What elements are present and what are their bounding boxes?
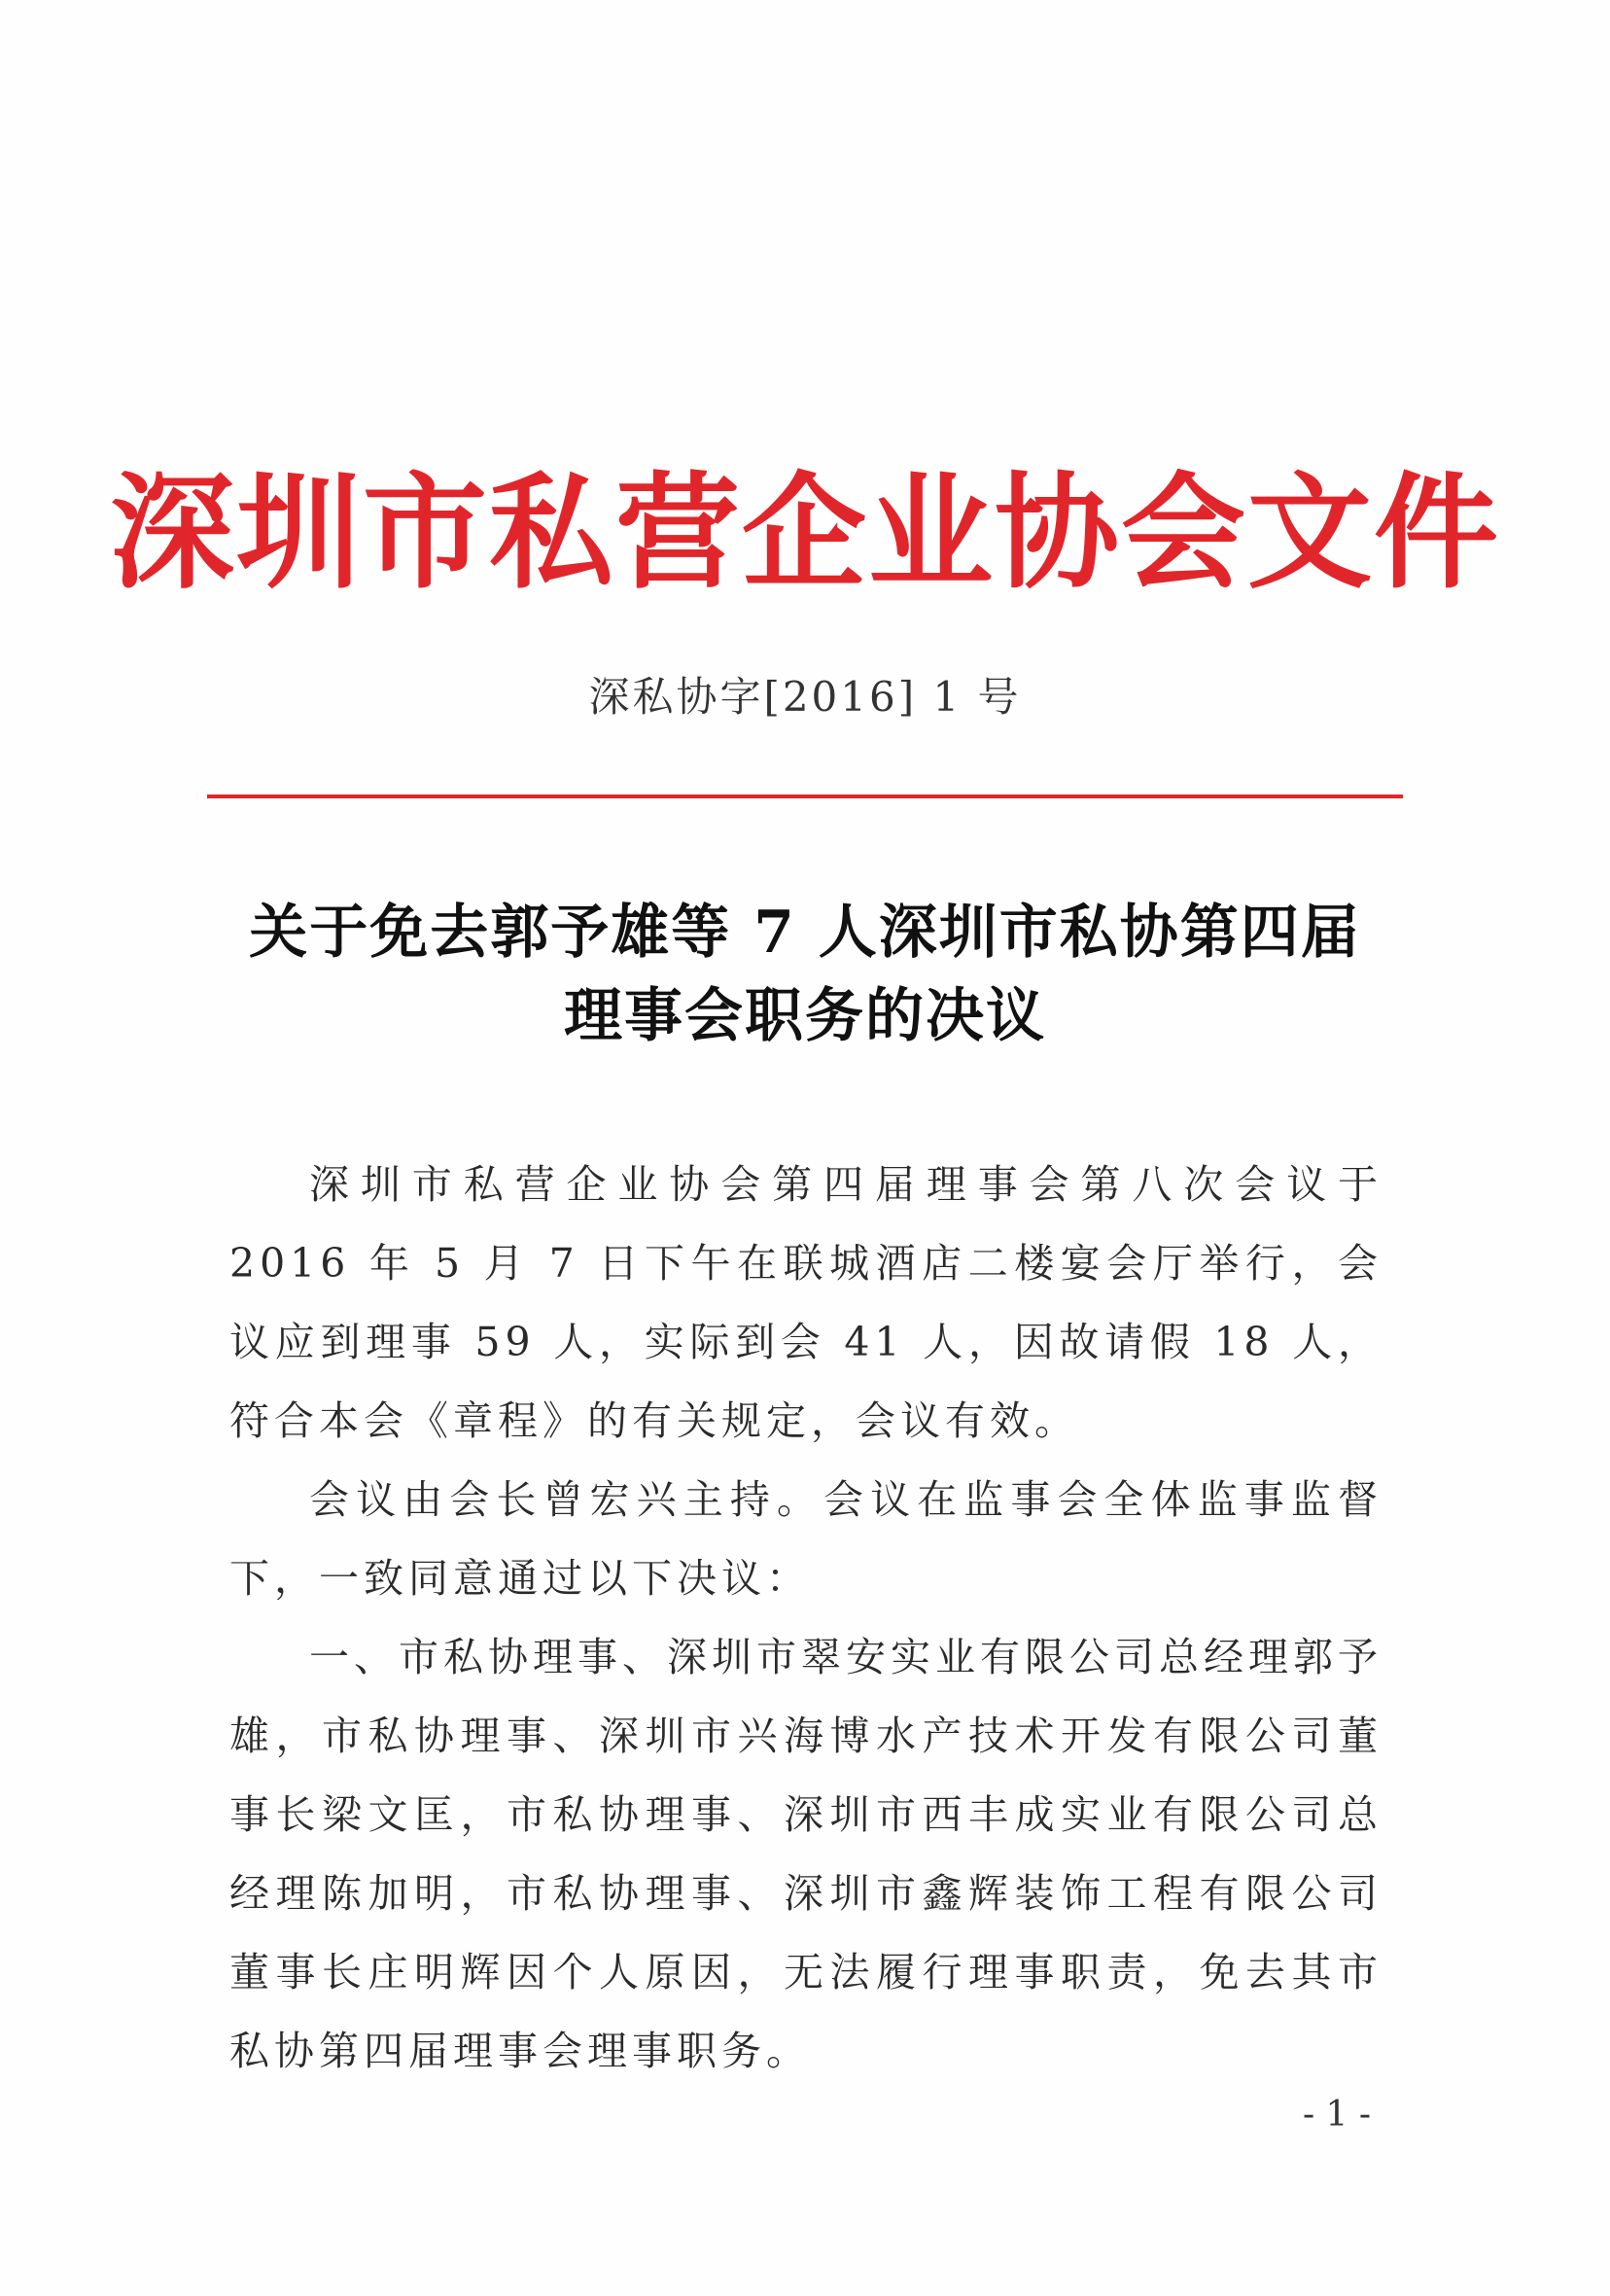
body-paragraph: 一、市私协理事、深圳市翠安实业有限公司总经理郭予雄，市私协理事、深圳市兴海博水产技术开发有限公司董事长梁文匡，市私协理事、深圳市西丰成实业有限公司总经理陈加明，市私协理事、深圳市鑫辉装饰工程有限公司董事长庄明辉因个人原因，无法履行理事职责，免去其市私协第四届理事会理事职务。 (229, 1634, 1382, 2074)
decision-title-line-1: 关于免去郭予雄等 7 人深圳市私协第四届 (249, 899, 1361, 967)
decision-title (0, 891, 1610, 1058)
decision-title-line-2: 理事会职务的决议 (564, 982, 1046, 1050)
document-number: 深私协字[2016] 1 号 (588, 673, 1022, 721)
body-paragraph: 会议由会长曾宏兴主持。会议在监事会全体监事监督下，一致同意通过以下决议： (229, 1476, 1382, 1602)
page-number: - 1 - (1302, 2095, 1372, 2135)
document-header-title: 深圳市私营企业协会文件 (109, 460, 1500, 606)
document-body (229, 1146, 1382, 2091)
body-paragraph: 深圳市私营企业协会第四届理事会第八次会议于 2016 年 5 月 7 日下午在联城酒店二楼宴会厅举行，会议应到理事 59 人，实际到会 41 人，因故请假 18 人，符合本会《章程》的有关规定，会议有效。 (229, 1161, 1382, 1444)
header-divider-line (207, 795, 1403, 798)
